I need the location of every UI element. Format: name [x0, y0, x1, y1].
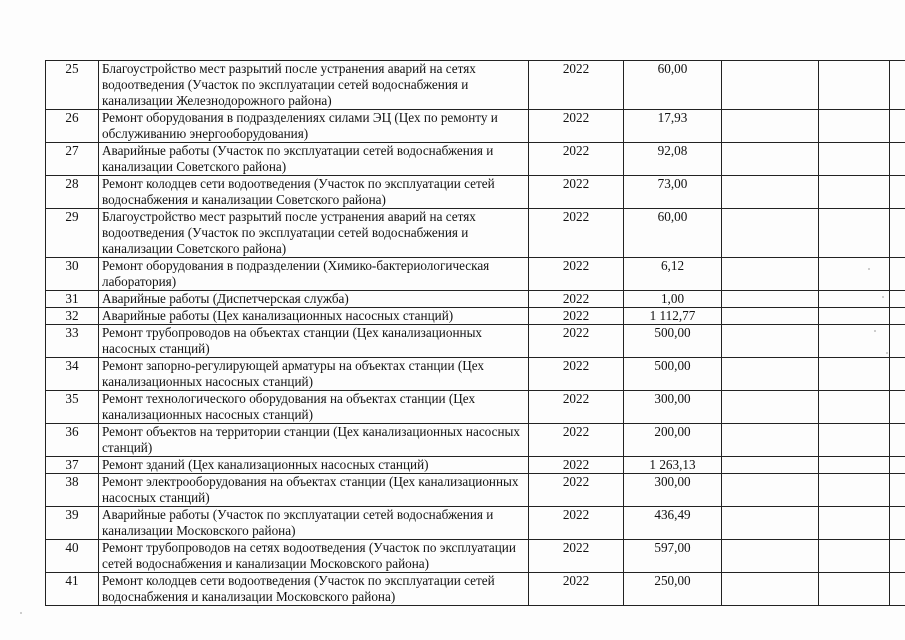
row-year: 2022: [529, 61, 624, 110]
empty-cell: [722, 176, 819, 209]
table-row: [46, 424, 905, 457]
empty-cell: [722, 110, 819, 143]
empty-cell: [890, 258, 905, 291]
empty-cell: [722, 209, 819, 258]
empty-cell: [890, 308, 905, 325]
empty-cell: [890, 143, 905, 176]
table-row: [46, 258, 905, 291]
row-year: 2022: [529, 540, 624, 573]
empty-cell: [819, 358, 890, 391]
row-year: 2022: [529, 110, 624, 143]
empty-cell: [819, 258, 890, 291]
row-year: 2022: [529, 209, 624, 258]
empty-cell: [890, 291, 905, 308]
empty-cell: [819, 474, 890, 507]
row-year: 2022: [529, 176, 624, 209]
empty-cell: [819, 391, 890, 424]
row-amount: 300,00: [624, 391, 722, 424]
empty-cell: [819, 457, 890, 474]
scan-speck: [868, 268, 870, 270]
empty-cell: [722, 143, 819, 176]
work-description: Ремонт технологического оборудования на объектах станции (Цех канализационных насосных станций): [99, 391, 529, 424]
table-row: [46, 325, 905, 358]
row-amount: 500,00: [624, 325, 722, 358]
work-description: Ремонт оборудования в подразделениях силами ЭЦ (Цех по ремонту и обслуживанию энергооборудования): [99, 110, 529, 143]
empty-cell: [890, 540, 905, 573]
empty-cell: [722, 540, 819, 573]
table-row: [46, 457, 905, 474]
row-number: 30: [46, 258, 99, 291]
table-body: [46, 61, 905, 606]
empty-cell: [819, 540, 890, 573]
table-row: [46, 507, 905, 540]
table-row: [46, 143, 905, 176]
work-description: Ремонт оборудования в подразделении (Химико-бактериологическая лаборатория): [99, 258, 529, 291]
work-description: Аварийные работы (Участок по эксплуатации сетей водоснабжения и канализации Советского района): [99, 143, 529, 176]
empty-cell: [722, 507, 819, 540]
empty-cell: [819, 61, 890, 110]
table-row: [46, 291, 905, 308]
table-row: [46, 61, 905, 110]
empty-cell: [890, 110, 905, 143]
repair-works-table: [45, 60, 905, 606]
scan-speck: [886, 352, 888, 354]
row-year: 2022: [529, 507, 624, 540]
empty-cell: [890, 507, 905, 540]
work-description: Ремонт зданий (Цех канализационных насосных станций): [99, 457, 529, 474]
empty-cell: [890, 358, 905, 391]
row-amount: 597,00: [624, 540, 722, 573]
empty-cell: [722, 474, 819, 507]
work-description: Ремонт колодцев сети водоотведения (Участок по эксплуатации сетей водоснабжения и канализации Советского района): [99, 176, 529, 209]
table-row: [46, 308, 905, 325]
table-row: [46, 391, 905, 424]
row-number: 39: [46, 507, 99, 540]
row-year: 2022: [529, 308, 624, 325]
row-number: 31: [46, 291, 99, 308]
empty-cell: [722, 325, 819, 358]
empty-cell: [890, 325, 905, 358]
row-number: 32: [46, 308, 99, 325]
empty-cell: [819, 291, 890, 308]
table-row: [46, 176, 905, 209]
work-description: Аварийные работы (Цех канализационных насосных станций): [99, 308, 529, 325]
empty-cell: [722, 424, 819, 457]
row-number: 37: [46, 457, 99, 474]
row-year: 2022: [529, 325, 624, 358]
work-description: Ремонт трубопроводов на объектах станции (Цех канализационных насосных станций): [99, 325, 529, 358]
empty-cell: [890, 474, 905, 507]
row-amount: 92,08: [624, 143, 722, 176]
row-year: 2022: [529, 143, 624, 176]
empty-cell: [890, 457, 905, 474]
row-number: 38: [46, 474, 99, 507]
empty-cell: [890, 209, 905, 258]
row-year: 2022: [529, 358, 624, 391]
empty-cell: [890, 61, 905, 110]
row-number: 26: [46, 110, 99, 143]
work-description: Ремонт колодцев сети водоотведения (Участок по эксплуатации сетей водоснабжения и канализации Московского района): [99, 573, 529, 606]
row-amount: 1,00: [624, 291, 722, 308]
row-year: 2022: [529, 474, 624, 507]
empty-cell: [722, 573, 819, 606]
row-number: 29: [46, 209, 99, 258]
empty-cell: [890, 573, 905, 606]
empty-cell: [819, 209, 890, 258]
row-number: 33: [46, 325, 99, 358]
empty-cell: [722, 61, 819, 110]
row-number: 40: [46, 540, 99, 573]
table-row: [46, 573, 905, 606]
row-number: 36: [46, 424, 99, 457]
scan-speck: [874, 330, 876, 332]
work-description: Аварийные работы (Диспетчерская служба): [99, 291, 529, 308]
table-row: [46, 209, 905, 258]
empty-cell: [819, 424, 890, 457]
empty-cell: [819, 110, 890, 143]
empty-cell: [722, 358, 819, 391]
empty-cell: [722, 258, 819, 291]
empty-cell: [819, 143, 890, 176]
row-year: 2022: [529, 457, 624, 474]
row-number: 25: [46, 61, 99, 110]
empty-cell: [722, 291, 819, 308]
empty-cell: [890, 391, 905, 424]
row-number: 27: [46, 143, 99, 176]
empty-cell: [890, 176, 905, 209]
row-number: 41: [46, 573, 99, 606]
empty-cell: [890, 424, 905, 457]
row-number: 34: [46, 358, 99, 391]
row-amount: 1 263,13: [624, 457, 722, 474]
row-year: 2022: [529, 424, 624, 457]
row-amount: 436,49: [624, 507, 722, 540]
row-amount: 17,93: [624, 110, 722, 143]
table-row: [46, 474, 905, 507]
row-amount: 1 112,77: [624, 308, 722, 325]
row-amount: 73,00: [624, 176, 722, 209]
table-row: [46, 540, 905, 573]
work-description: Ремонт трубопроводов на сетях водоотведения (Участок по эксплуатации сетей водоснабжения и канализации Московского района): [99, 540, 529, 573]
row-year: 2022: [529, 258, 624, 291]
row-year: 2022: [529, 391, 624, 424]
work-description: Ремонт запорно-регулирующей арматуры на объектах станции (Цех канализационных насосных станций): [99, 358, 529, 391]
empty-cell: [722, 457, 819, 474]
row-amount: 200,00: [624, 424, 722, 457]
row-amount: 500,00: [624, 358, 722, 391]
work-description: Ремонт электрооборудования на объектах станции (Цех канализационных насосных станций): [99, 474, 529, 507]
row-amount: 60,00: [624, 61, 722, 110]
work-description: Ремонт объектов на территории станции (Цех канализационных насосных станций): [99, 424, 529, 457]
row-amount: 250,00: [624, 573, 722, 606]
scan-speck: [20, 612, 22, 614]
empty-cell: [819, 308, 890, 325]
empty-cell: [819, 573, 890, 606]
table-row: [46, 358, 905, 391]
empty-cell: [722, 391, 819, 424]
work-description: Благоустройство мест разрытий после устранения аварий на сетях водоотведения (Участок по эксплуатации сетей водоснабжения и канализации Советского района): [99, 209, 529, 258]
work-description: Аварийные работы (Участок по эксплуатации сетей водоснабжения и канализации Московского района): [99, 507, 529, 540]
row-number: 35: [46, 391, 99, 424]
empty-cell: [819, 507, 890, 540]
scan-speck: [882, 296, 884, 298]
empty-cell: [819, 176, 890, 209]
row-amount: 300,00: [624, 474, 722, 507]
row-year: 2022: [529, 291, 624, 308]
empty-cell: [819, 325, 890, 358]
row-amount: 6,12: [624, 258, 722, 291]
table-row: [46, 110, 905, 143]
row-number: 28: [46, 176, 99, 209]
work-description: Благоустройство мест разрытий после устранения аварий на сетях водоотведения (Участок по эксплуатации сетей водоснабжения и канализации Железнодорожного района): [99, 61, 529, 110]
row-amount: 60,00: [624, 209, 722, 258]
row-year: 2022: [529, 573, 624, 606]
empty-cell: [722, 308, 819, 325]
